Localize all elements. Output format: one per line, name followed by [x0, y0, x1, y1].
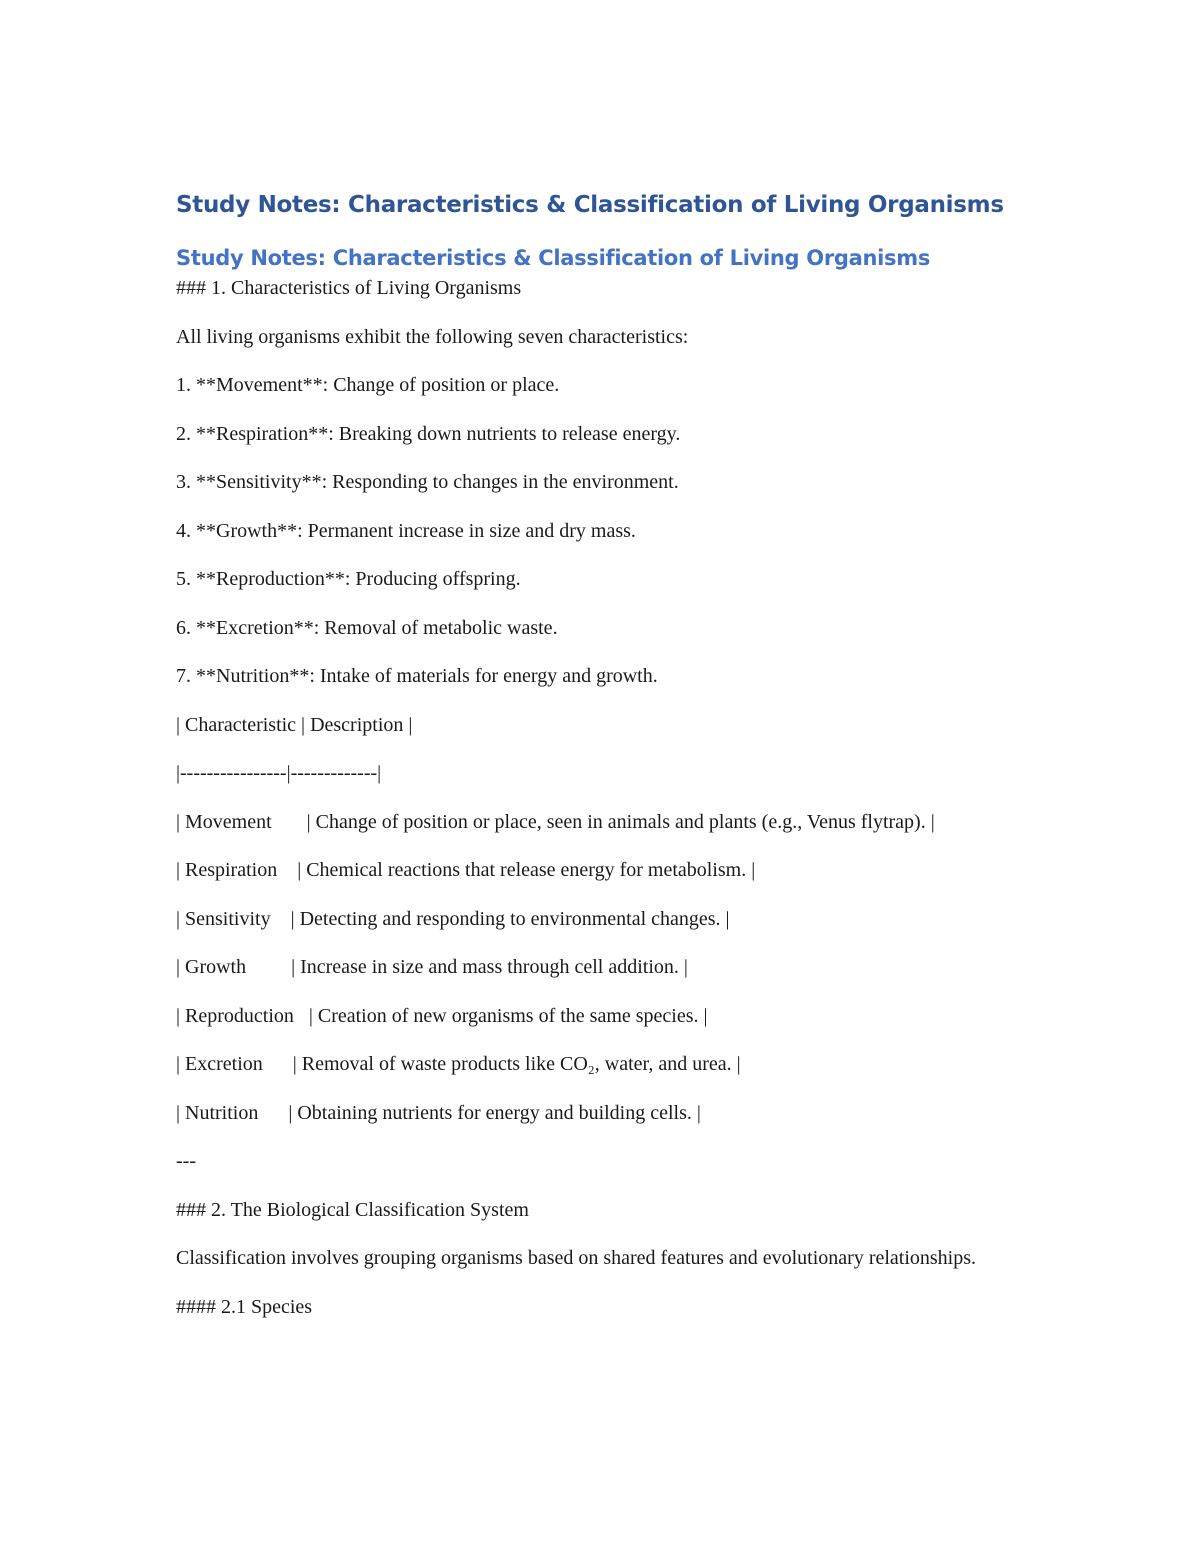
list-item: 3. **Sensitivity**: Responding to changes in the environment. — [176, 471, 679, 493]
subsection-heading: #### 2.1 Species — [176, 1295, 313, 1318]
list-item: 1. **Movement**: Change of position or place. — [176, 374, 560, 396]
list-item: 5. **Reproduction**: Producing offspring. — [176, 568, 521, 590]
list-item: 4. **Growth**: Permanent increase in size and dry mass. — [176, 519, 636, 542]
list-item: 7. **Nutrition**: Intake of materials for energy and growth. — [176, 665, 658, 687]
table-row: | Respiration | Chemical reactions that release energy for metabolism. | — [176, 859, 756, 881]
document-body — [176, 190, 1036, 1341]
document-title: Study Notes: Characteristics & Classification of Living Organisms — [176, 192, 1004, 218]
table-divider-row: |----------------|-------------| — [176, 762, 382, 784]
horizontal-rule-text: --- — [176, 1150, 196, 1172]
table-row: | Reproduction | Creation of new organisms of the same species. | — [176, 1004, 708, 1027]
section-heading: ### 2. The Biological Classification System — [176, 1198, 529, 1221]
table-row: | Sensitivity | Detecting and responding to environmental changes. | — [176, 907, 730, 930]
list-item: 6. **Excretion**: Removal of metabolic waste. — [176, 616, 558, 639]
intro-paragraph: All living organisms exhibit the following seven characteristics: — [176, 325, 689, 348]
list-item: 2. **Respiration**: Breaking down nutrients to release energy. — [176, 422, 681, 445]
table-row: | Nutrition | Obtaining nutrients for energy and building cells. | — [176, 1101, 701, 1124]
table-row: | Growth | Increase in size and mass through cell addition. | — [176, 956, 688, 978]
table-header-row: | Characteristic | Description | — [176, 713, 413, 736]
body-paragraph: Classification involves grouping organisms based on shared features and evolutionary relationships. — [176, 1247, 977, 1269]
section-heading: ### 1. Characteristics of Living Organisms — [176, 277, 522, 299]
document-subtitle: Study Notes: Characteristics & Classification of Living Organisms — [176, 246, 931, 270]
table-row: | Movement | Change of position or place, seen in animals and plants (e.g., Venus flytrap). | — [176, 810, 935, 833]
table-row: | Excretion | Removal of waste products like CO₂, water, and urea. | — [176, 1053, 741, 1075]
